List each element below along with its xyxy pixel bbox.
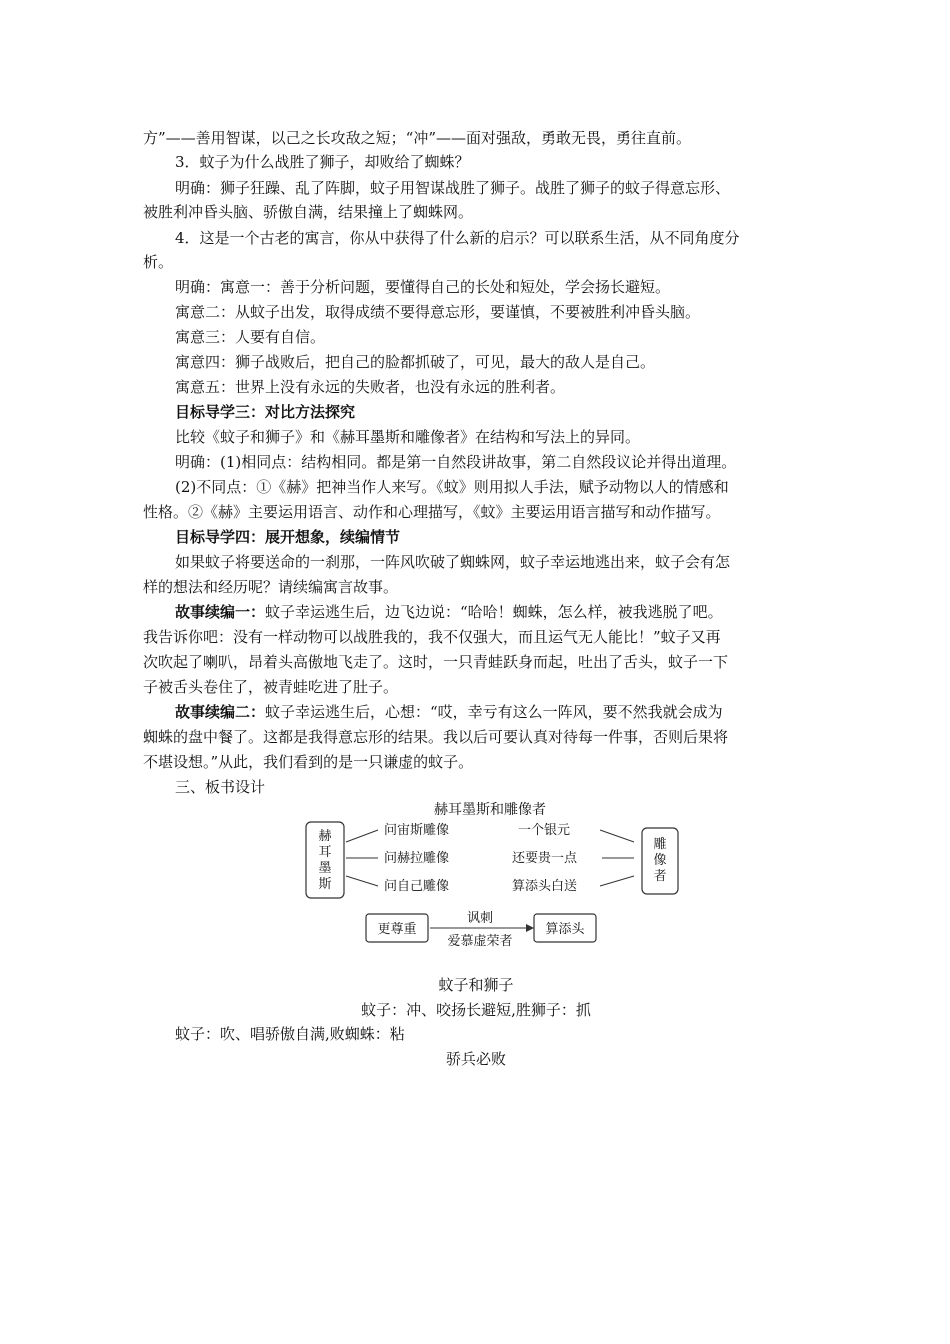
arrow-bottom-label: 爱慕虚荣者 [447,934,513,949]
text-line: 我告诉你吧：没有一样动物可以战胜我的，我不仅强大，而且运气无人能比！”蚊子又再 [143,628,721,646]
text-line: 蜘蛛的盘中餐了。这都是我得意忘形的结果。我以后可要认真对待每一件事，否则后果将 [143,728,729,746]
text-line: 寓意四：狮子战败后，把自己的脸都抓破了，可见，最大的敌人是自己。 [175,353,656,371]
text-line: 不堪设想。”从此，我们看到的是一只谦虚的蚊子。 [143,753,474,771]
story-label: 故事续编一： [175,603,266,621]
section-heading-3: 目标导学三：对比方法探究 [175,403,356,421]
left-box-char: 斯 [318,877,332,892]
left-box-char: 墨 [318,861,332,876]
question-3: 3．蚊子为什么战胜了狮子，却败给了蜘蛛？ [175,153,470,171]
text-line: 比较《蚊子和狮子》和《赫耳墨斯和雕像者》在结构和写法上的异同。 [175,428,641,446]
question-label: 问自己雕像 [384,879,450,894]
arrow-top-label: 讽刺 [466,911,494,926]
story-text: 蚊子幸运逃生后，边飞边说：“哈哈！蜘蛛，怎么样，被我逃脱了吧。 [265,603,723,621]
text-line: 样的想法和经历呢？请续编寓言故事。 [143,578,399,596]
diagram-title: 赫耳墨斯和雕像者 [434,802,546,818]
board-conclusion: 骄兵必败 [445,1050,506,1068]
bottom-left-label: 更尊重 [377,922,417,937]
text-line: 如果蚊子将要送命的一刹那，一阵风吹破了蜘蛛网，蚊子幸运地逃出来，蚊子会有怎 [175,553,731,571]
board-line: 蚊子：吹、唱骄傲自满,败蜘蛛：粘 [175,1025,405,1043]
story-continuation-2 [175,700,841,724]
left-box-char: 赫 [318,829,332,844]
board-diagram [300,798,690,958]
question-label: 问宙斯雕像 [384,823,450,838]
story-label: 故事续编二： [175,703,266,721]
arrow-head-icon [526,924,534,932]
text-line: 寓意二：从蚊子出发，取得成绩不要得意忘形，要谨慎，不要被胜利冲昏头脑。 [175,303,701,321]
connector-line [346,830,378,842]
bottom-right-label: 算添头 [545,922,585,937]
text-line: 方”——善用智谋，以己之长攻敌之短；“冲”——面对强敌，勇敢无畏，勇往直前。 [143,129,692,147]
connector-line [600,830,634,842]
text-line: 子被舌头卷住了，被青蛙吃进了肚子。 [143,678,399,696]
question-4: 4．这是一个古老的寓言，你从中获得了什么新的启示？可以联系生活，从不同角度分 [175,229,740,247]
text-line: 明确：(1)相同点：结构相同。都是第一自然段讲故事，第二自然段议论并得出道理。 [175,453,737,471]
story-continuation-1 [175,600,841,624]
right-box-char: 雕 [653,837,667,852]
right-box-char: 者 [653,869,667,884]
question-label: 问赫拉雕像 [384,851,450,866]
connector-line [600,876,634,886]
left-box-char: 耳 [318,845,332,860]
right-box-char: 像 [653,853,667,868]
text-line: 明确：寓意一：善于分析问题，要懂得自己的长处和短处，学会扬长避短。 [175,278,671,296]
text-line: 次吹起了喇叭，昂着头高傲地飞走了。这时，一只青蛙跃身而起，吐出了舌头，蚊子一下 [143,653,729,671]
text-line: 寓意五：世界上没有永远的失败者，也没有永远的胜利者。 [175,378,566,396]
text-line: 析。 [143,253,174,271]
text-line: 寓意三：人要有自信。 [175,328,326,346]
section-heading-4: 目标导学四：展开想象，续编情节 [175,528,401,546]
answer-label: 一个银元 [518,823,571,838]
story-text: 蚊子幸运逃生后，心想：“哎，幸亏有这么一阵风，要不然我就会成为 [265,703,723,721]
text-line: 被胜利冲昏头脑、骄傲自满，结果撞上了蜘蛛网。 [143,203,474,221]
text-line: (2)不同点：①《赫》把神当作人来写。《蚊》则用拟人手法，赋予动物以人的情感和 [175,478,729,496]
board-line: 蚊子：冲、咬扬长避短,胜狮子：抓 [361,1001,591,1019]
answer-label: 还要贵一点 [512,851,578,866]
answer-label: 算添头白送 [512,879,578,894]
text-line: 明确：狮子狂躁、乱了阵脚，蚊子用智谋战胜了狮子。战胜了狮子的蚊子得意忘形、 [175,179,731,197]
connector-line [346,876,378,886]
board-design-heading: 三、板书设计 [175,778,266,796]
text-line: 性格。②《赫》主要运用语言、动作和心理描写，《蚊》主要运用语言描写和动作描写。 [143,503,721,521]
board-title-2: 蚊子和狮子 [438,976,514,994]
